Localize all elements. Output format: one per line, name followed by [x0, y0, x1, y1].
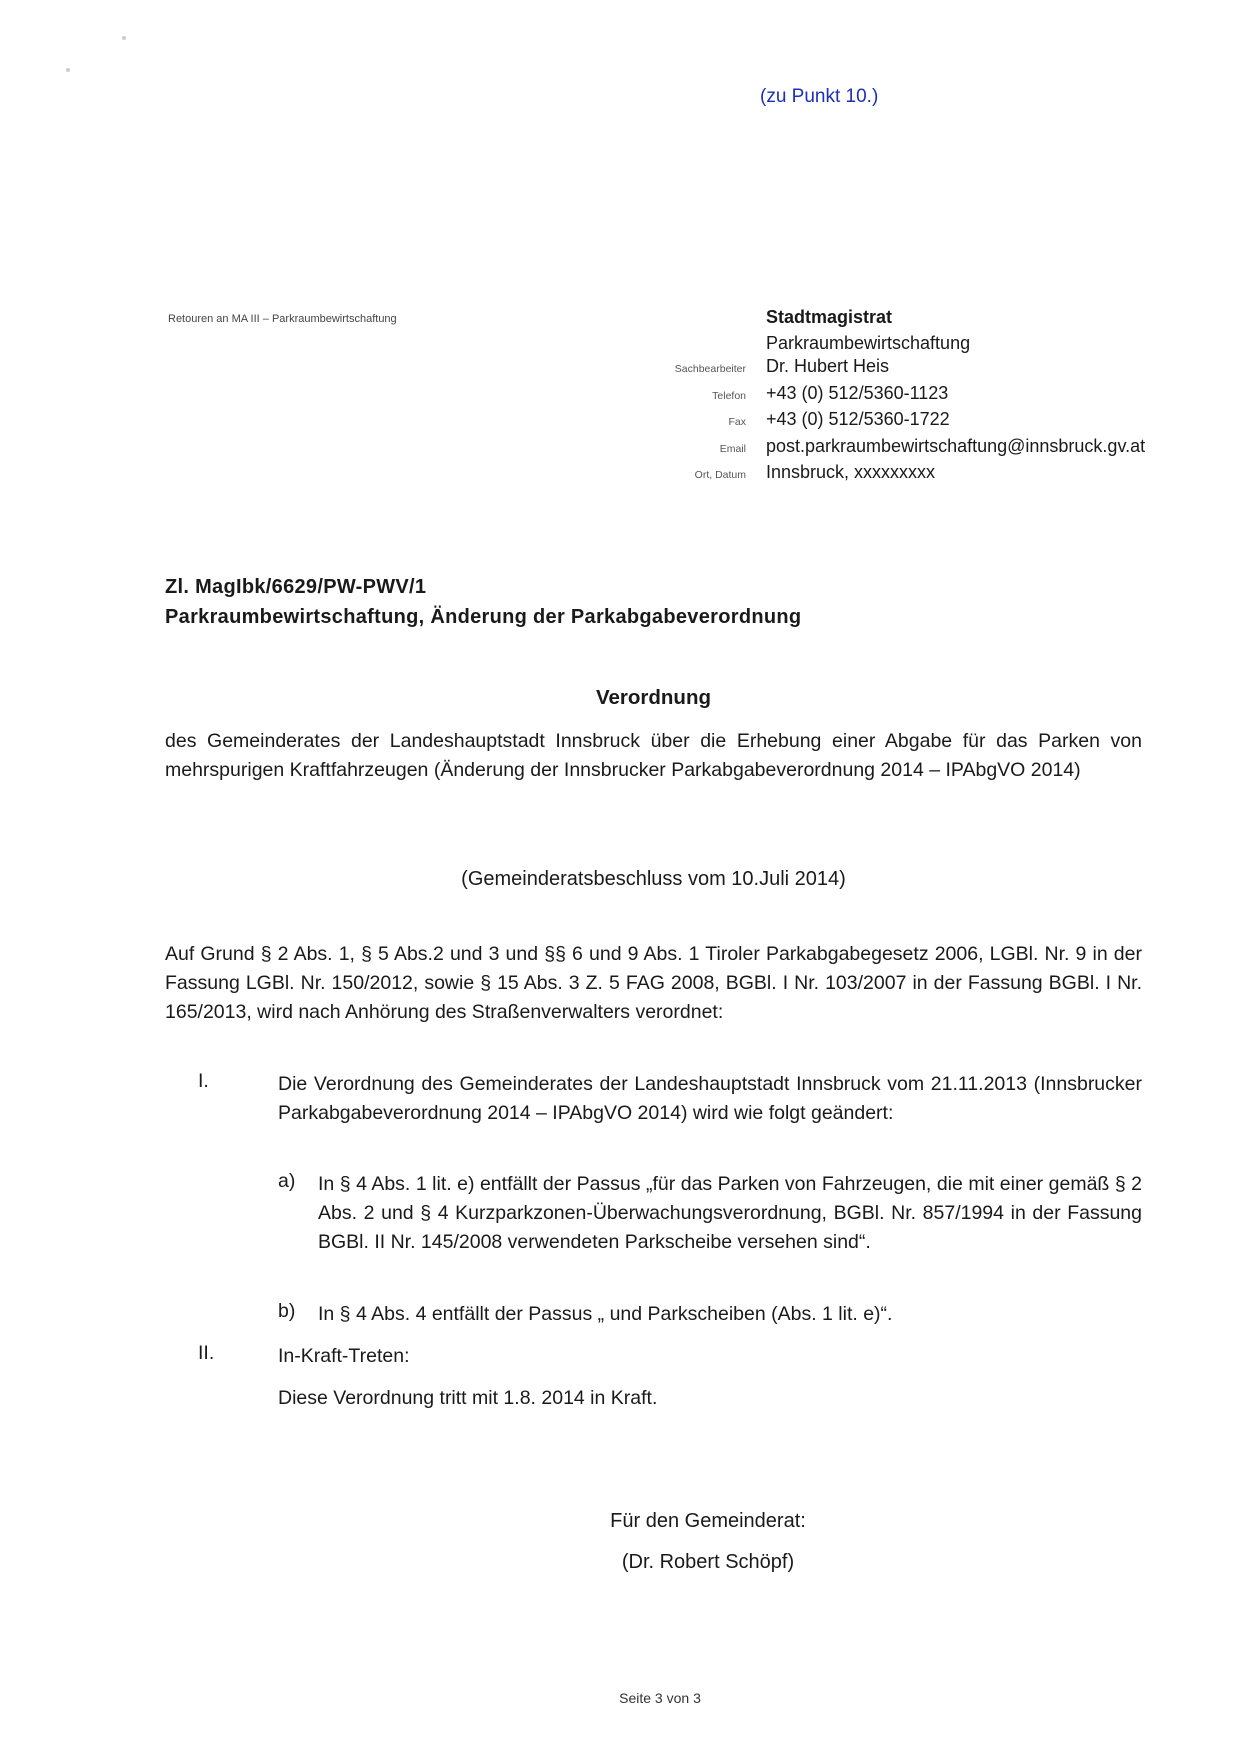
section-2-text: Diese Verordnung tritt mit 1.8. 2014 in Kraft.	[278, 1387, 658, 1409]
sender-org: Stadtmagistrat	[766, 307, 893, 327]
subject-block	[165, 572, 801, 632]
sender-value: Innsbruck, xxxxxxxxx	[766, 462, 936, 482]
section-1-numeral: I.	[198, 1070, 209, 1092]
item-b-text: In § 4 Abs. 4 entfällt der Passus „ und Parkscheiben (Abs. 1 lit. e)“.	[318, 1303, 893, 1325]
item-b-letter: b)	[278, 1300, 296, 1322]
sender-label: Fax	[728, 416, 746, 428]
sender-value: post.parkraumbewirtschaftung@innsbruck.gv.at	[766, 435, 1146, 456]
item-a-text: In § 4 Abs. 1 lit. e) entfällt der Passus „für das Parken von Fahrzeugen, die mit einer gemäß § 2 Abs. 2 und § 4 Kurzparkzonen-Überwachungsverordnung, BGBl. Nr. 857/1994 in der Fassung BGBl. II Nr. 145/2008 verwendeten Parkscheibe versehen sind“.	[318, 1173, 1142, 1253]
sender-value: Dr. Hubert Heis	[766, 356, 890, 376]
signature-line-1: Für den Gemeinderat:	[610, 1510, 806, 1532]
sender-label: Telefon	[712, 389, 746, 402]
section-1-text: Die Verordnung des Gemeinderates der Landeshauptstadt Innsbruck vom 21.11.2013 (Innsbrucker Parkabgabeverordnung 2014 – IPAbgVO 2014) wird wie folgt geändert:	[278, 1073, 1142, 1124]
sender-department: Parkraumbewirtschaftung	[766, 333, 971, 353]
sender-block	[600, 304, 1160, 489]
sender-row-place-date	[600, 462, 1160, 489]
sender-label: Sachbearbeiter	[674, 363, 746, 375]
subject-reference: Zl. MagIbk/6629/PW-PWV/1	[165, 576, 427, 598]
sender-value: +43 (0) 512/5360-1722	[766, 409, 950, 429]
scan-speck	[122, 36, 126, 40]
section-2-numeral: II.	[198, 1342, 215, 1364]
sender-label: Email	[719, 442, 746, 455]
page-number: Seite 3 von 3	[619, 1690, 701, 1706]
document-title: Verordnung	[595, 686, 712, 709]
resolution-date: (Gemeinderatsbeschluss vom 10.Juli 2014)	[461, 868, 846, 890]
scan-speck	[66, 68, 70, 72]
header-note: (zu Punkt 10.)	[760, 86, 879, 107]
sender-row-phone	[600, 383, 1160, 410]
sender-value: +43 (0) 512/5360-1123	[766, 382, 949, 403]
section-2-heading: In-Kraft-Treten:	[278, 1345, 410, 1367]
legal-basis-paragraph: Auf Grund § 2 Abs. 1, § 5 Abs.2 und 3 und §§ 6 und 9 Abs. 1 Tiroler Parkabgabegesetz 2006, LGBl. Nr. 9 in der Fassung LGBl. Nr. 150/2012, sowie § 15 Abs. 3 Z. 5 FAG 2008, BGBl. I Nr. 103/2007 in der Fassung BGBl. I Nr. 165/2013, wird nach Anhörung des Straßenverwalters verordnet:	[165, 943, 1142, 1023]
return-address: Retouren an MA III – Parkraumbewirtschaftung	[168, 313, 397, 325]
intro-paragraph: des Gemeinderates der Landeshauptstadt Innsbruck über die Erhebung einer Abgabe für das Parken von mehrspurigen Kraftfahrzeugen (Änderung der Innsbrucker Parkabgabeverordnung 2014 – IPAbgVO 2014)	[165, 730, 1142, 781]
sender-row-clerk	[600, 356, 1160, 383]
sender-row-email	[600, 436, 1160, 463]
subject-title: Parkraumbewirtschaftung, Änderung der Parkabgabeverordnung	[165, 606, 802, 628]
signature-name: (Dr. Robert Schöpf)	[621, 1551, 795, 1573]
item-a-letter: a)	[278, 1170, 296, 1192]
sender-row-fax	[600, 409, 1160, 436]
sender-label: Ort, Datum	[694, 469, 746, 481]
